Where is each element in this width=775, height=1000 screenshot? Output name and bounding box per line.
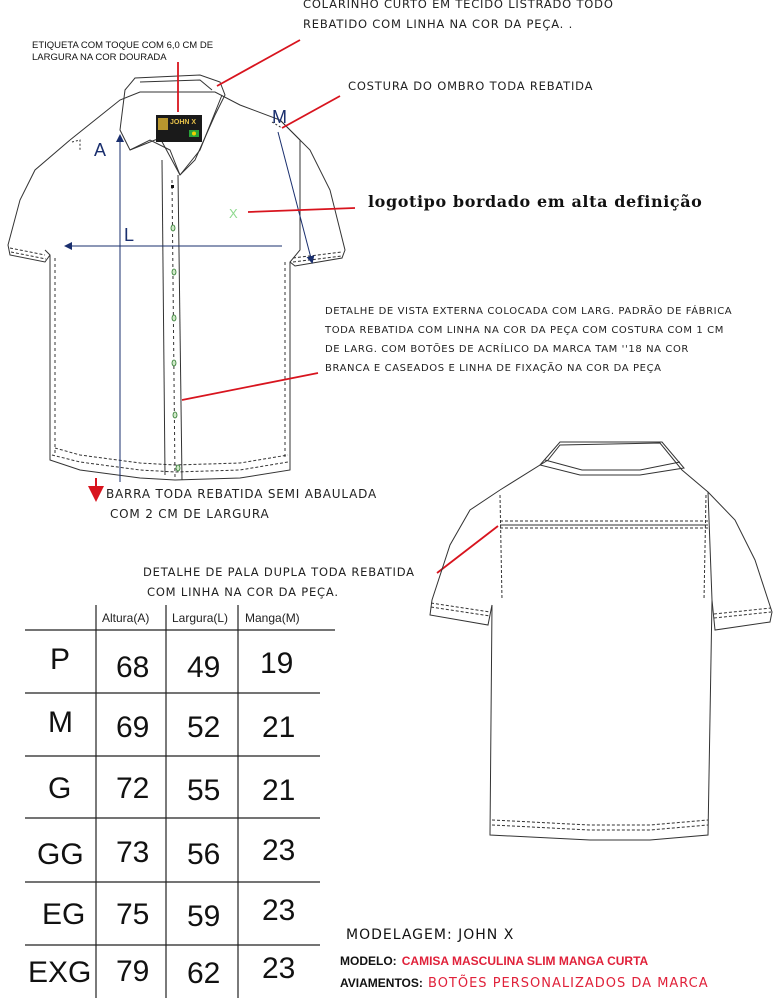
manga-p: 19 [260,647,294,680]
manga-m: 21 [262,711,296,744]
dim-label-a: A [94,140,107,160]
aviamentos-line [340,972,709,991]
label-tag-text: JOHN X [170,119,197,126]
largura-exg: 62 [187,957,221,990]
size-p: P [50,643,71,676]
pointer-logo [248,208,355,212]
altura-eg: 75 [116,898,150,931]
manga-exg: 23 [262,952,296,985]
modelo-line [340,950,648,969]
manga-g: 21 [262,774,296,807]
dim-manga [278,132,312,262]
size-gg: GG [37,838,84,871]
front-body-outline [45,92,300,480]
collar-note: COLARINHO CURTO EM TECIDO LISTRADO TODO REBATIDO COM LINHA NA COR DA PEÇA. . [303,0,614,31]
pointer-placket [182,373,318,400]
size-g: G [48,772,72,805]
size-exg: EXG [28,956,92,989]
size-m: M [48,706,73,739]
back-right-sleeve [708,492,772,630]
header-manga: Manga(M) [245,611,300,625]
shoulder-note: COSTURA DO OMBRO TODA REBATIDA [348,79,594,93]
dim-label-m: M [272,107,287,127]
modelo-label: MODELO: [340,954,397,968]
largura-eg: 59 [187,900,221,933]
yoke-note: DETALHE DE PALA DUPLA TODA REBATIDA COM LINHA NA COR DA PEÇA. [143,565,415,599]
aviamentos-value: BOTÕES PERSONALIZADOS DA MARCA [428,976,709,991]
header-altura: Altura(A) [102,611,150,625]
largura-gg: 56 [187,838,221,871]
altura-p: 68 [116,651,150,684]
modelagem-line: MODELAGEM: JOHN X [346,927,515,943]
manga-eg: 23 [262,894,296,927]
embroidered-logo: X [229,206,238,221]
largura-g: 55 [187,774,221,807]
modelo-value: CAMISA MASCULINA SLIM MANGA CURTA [401,954,649,968]
logo-note: logotipo bordado em alta definição [368,192,703,211]
label-tag-graphic [156,115,202,142]
largura-p: 49 [187,651,221,684]
placket-note: DETALHE DE VISTA EXTERNA COLOCADA COM LARG. PADRÃO DE FÁBRICA TODA REBATIDA COM LINHA NA COR DA PEÇA COM COSTURA COM 1 CM DE LARG. COM BOTÕES DE ACRÍLICO DA MARCA TAM ''18 NA COR BRANCA E CASEADOS E LINHA DE FIXAÇÃO NA COR DA PEÇA [325,306,733,374]
pointer-yoke [437,526,498,573]
pointer-shoulder [282,96,340,128]
dim-label-l: L [124,225,135,245]
largura-m: 52 [187,711,221,744]
manga-gg: 23 [262,834,296,867]
front-placket [162,160,165,475]
front-left-sleeve [8,140,70,262]
size-eg: EG [42,898,86,931]
back-shirt-drawing [430,442,772,840]
back-body-outline [490,443,712,840]
back-left-sleeve [430,490,500,625]
front-right-sleeve [280,120,345,266]
altura-exg: 79 [116,955,150,988]
pointer-collar [217,40,300,86]
aviamentos-label: AVIAMENTOS: [340,976,423,990]
altura-m: 69 [116,711,150,744]
altura-g: 72 [116,772,150,805]
hem-note: BARRA TODA REBATIDA SEMI ABAULADA COM 2 CM DE LARGURA [106,487,377,521]
dimension-lines [66,132,312,482]
altura-gg: 73 [116,836,150,869]
label-tag-note: ETIQUETA COM TOQUE COM 6,0 CM DE LARGURA NA COR DOURADA [32,40,214,63]
header-largura: Largura(L) [172,611,229,625]
